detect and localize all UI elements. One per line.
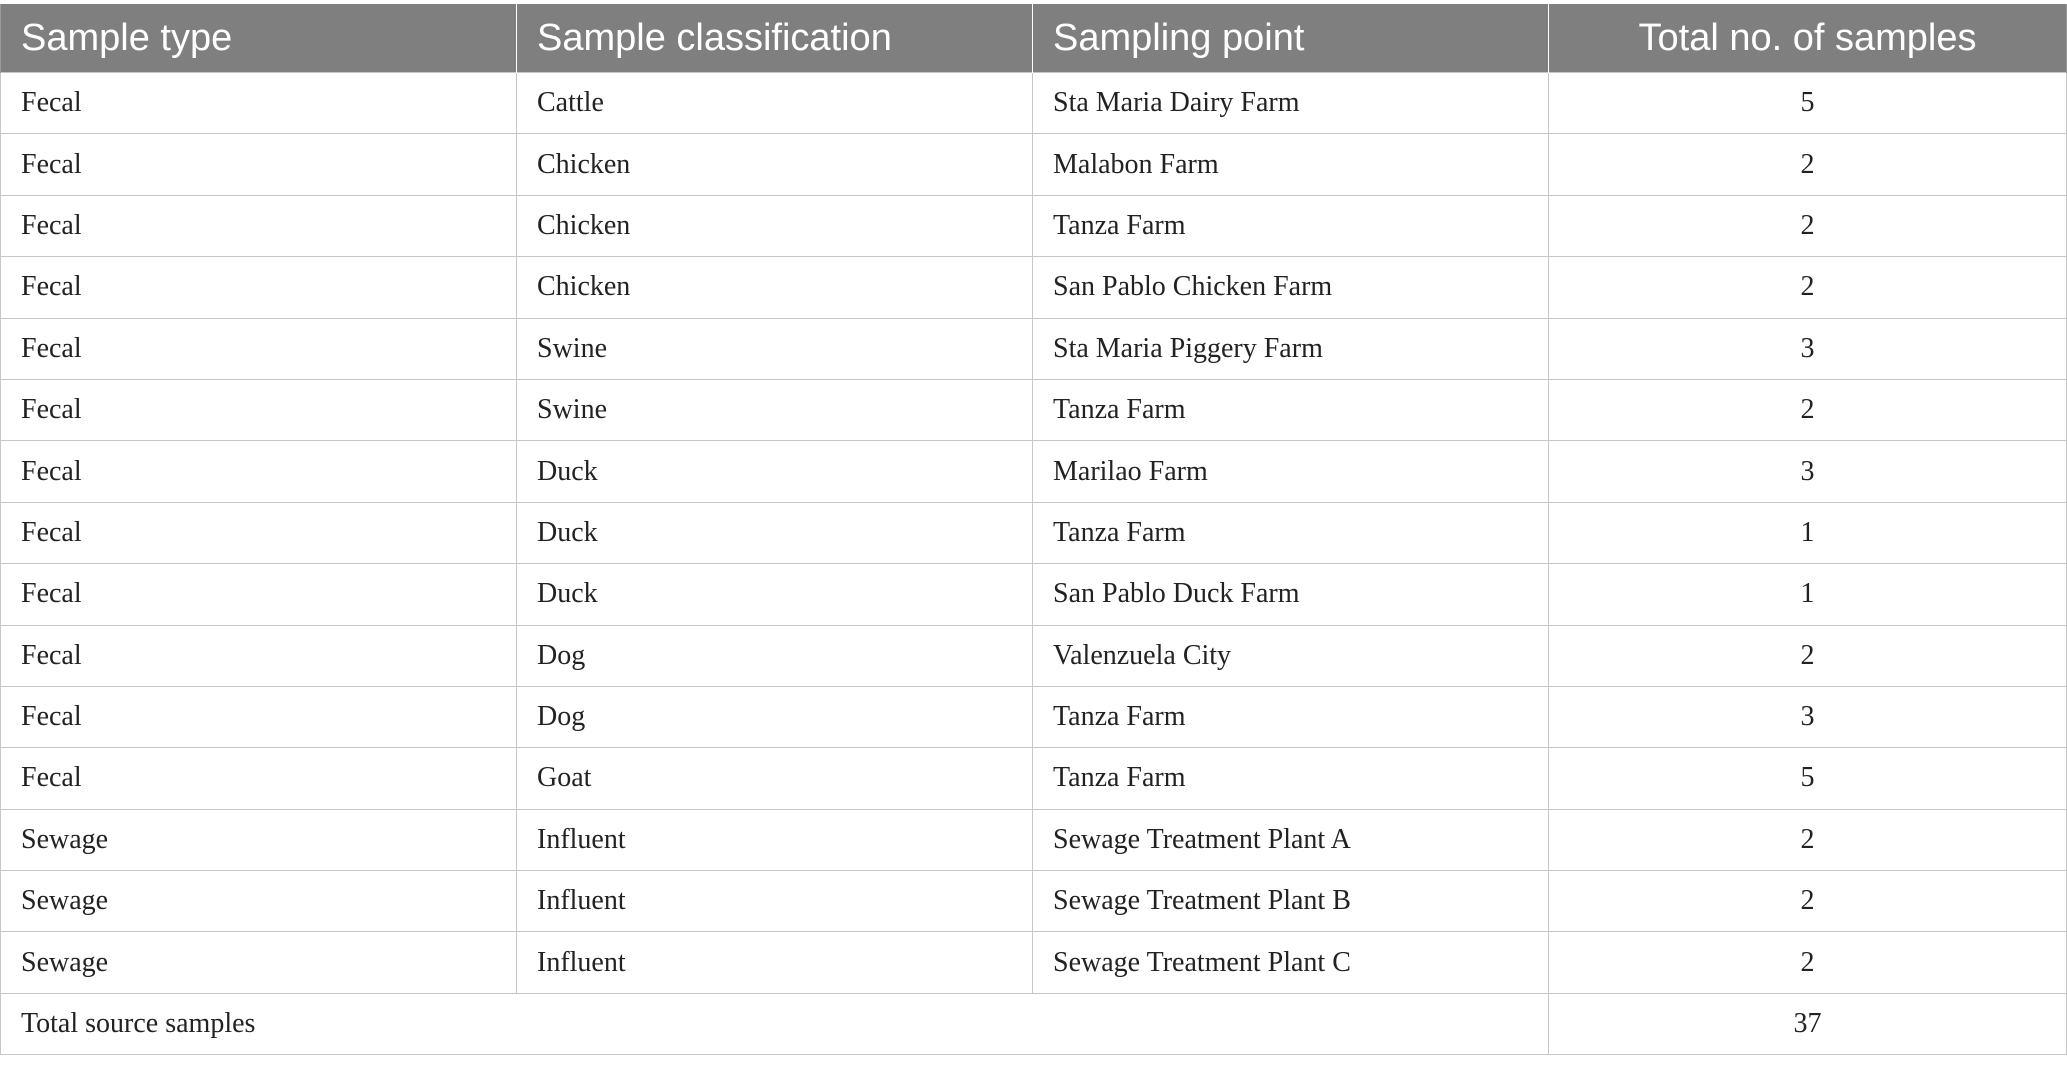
table-row — [1, 809, 2067, 870]
cell-sample-classification: Goat — [517, 748, 1033, 809]
cell-sample-type: Fecal — [1, 257, 517, 318]
cell-sample-classification: Influent — [517, 871, 1033, 932]
cell-sampling-point: Valenzuela City — [1033, 625, 1549, 686]
table-row — [1, 257, 2067, 318]
cell-total-samples: 3 — [1549, 441, 2067, 502]
table-row — [1, 195, 2067, 256]
cell-total-samples: 2 — [1549, 809, 2067, 870]
cell-sample-classification: Chicken — [517, 257, 1033, 318]
cell-sample-classification: Duck — [517, 441, 1033, 502]
table-row — [1, 441, 2067, 502]
table-row — [1, 932, 2067, 993]
cell-sample-classification: Chicken — [517, 134, 1033, 195]
cell-total-samples: 2 — [1549, 195, 2067, 256]
table-row — [1, 564, 2067, 625]
cell-sample-type: Fecal — [1, 502, 517, 563]
cell-sample-type: Fecal — [1, 625, 517, 686]
header-row — [1, 4, 2067, 73]
cell-sampling-point: Marilao Farm — [1033, 441, 1549, 502]
cell-sample-type: Fecal — [1, 748, 517, 809]
table-row — [1, 625, 2067, 686]
cell-sampling-point: Malabon Farm — [1033, 134, 1549, 195]
cell-total-samples: 2 — [1549, 932, 2067, 993]
cell-total-samples: 3 — [1549, 686, 2067, 747]
cell-sample-type: Fecal — [1, 686, 517, 747]
cell-sampling-point: Sewage Treatment Plant C — [1033, 932, 1549, 993]
cell-sample-classification: Cattle — [517, 73, 1033, 134]
cell-sample-classification: Duck — [517, 564, 1033, 625]
cell-sample-type: Fecal — [1, 379, 517, 440]
cell-sample-type: Sewage — [1, 871, 517, 932]
cell-sample-classification: Swine — [517, 318, 1033, 379]
cell-sampling-point: Sta Maria Piggery Farm — [1033, 318, 1549, 379]
cell-sample-type: Fecal — [1, 134, 517, 195]
cell-sampling-point: San Pablo Duck Farm — [1033, 564, 1549, 625]
cell-total-samples: 2 — [1549, 257, 2067, 318]
table-row — [1, 318, 2067, 379]
cell-sample-classification: Duck — [517, 502, 1033, 563]
table-header — [1, 4, 2067, 73]
cell-sample-classification: Influent — [517, 932, 1033, 993]
cell-sample-type: Fecal — [1, 195, 517, 256]
cell-sample-type: Fecal — [1, 564, 517, 625]
samples-table-container — [0, 4, 2066, 1055]
cell-sample-type: Fecal — [1, 73, 517, 134]
table-row — [1, 502, 2067, 563]
cell-sampling-point: Sta Maria Dairy Farm — [1033, 73, 1549, 134]
cell-sample-type: Sewage — [1, 932, 517, 993]
cell-sample-classification: Swine — [517, 379, 1033, 440]
total-row — [1, 993, 2067, 1054]
table-body — [1, 73, 2067, 1055]
cell-sample-classification: Dog — [517, 686, 1033, 747]
cell-sampling-point: Tanza Farm — [1033, 748, 1549, 809]
total-label: Total source samples — [1, 993, 1549, 1054]
cell-sampling-point: Tanza Farm — [1033, 379, 1549, 440]
cell-total-samples: 2 — [1549, 625, 2067, 686]
cell-total-samples: 5 — [1549, 73, 2067, 134]
cell-sample-classification: Influent — [517, 809, 1033, 870]
cell-sample-type: Fecal — [1, 318, 517, 379]
cell-sample-classification: Chicken — [517, 195, 1033, 256]
cell-sample-type: Sewage — [1, 809, 517, 870]
header-total-samples: Total no. of samples — [1549, 4, 2067, 73]
cell-total-samples: 2 — [1549, 871, 2067, 932]
total-value: 37 — [1549, 993, 2067, 1054]
cell-sampling-point: Tanza Farm — [1033, 195, 1549, 256]
cell-sampling-point: Tanza Farm — [1033, 686, 1549, 747]
cell-sampling-point: San Pablo Chicken Farm — [1033, 257, 1549, 318]
cell-sampling-point: Tanza Farm — [1033, 502, 1549, 563]
header-sample-classification: Sample classification — [517, 4, 1033, 73]
cell-total-samples: 5 — [1549, 748, 2067, 809]
cell-sampling-point: Sewage Treatment Plant B — [1033, 871, 1549, 932]
cell-sampling-point: Sewage Treatment Plant A — [1033, 809, 1549, 870]
table-row — [1, 73, 2067, 134]
cell-total-samples: 1 — [1549, 502, 2067, 563]
table-row — [1, 379, 2067, 440]
table-row — [1, 871, 2067, 932]
table-row — [1, 686, 2067, 747]
cell-sample-type: Fecal — [1, 441, 517, 502]
table-row — [1, 134, 2067, 195]
cell-total-samples: 1 — [1549, 564, 2067, 625]
cell-total-samples: 2 — [1549, 379, 2067, 440]
cell-sample-classification: Dog — [517, 625, 1033, 686]
table-row — [1, 748, 2067, 809]
samples-table — [0, 4, 2067, 1055]
cell-total-samples: 3 — [1549, 318, 2067, 379]
header-sample-type: Sample type — [1, 4, 517, 73]
cell-total-samples: 2 — [1549, 134, 2067, 195]
header-sampling-point: Sampling point — [1033, 4, 1549, 73]
